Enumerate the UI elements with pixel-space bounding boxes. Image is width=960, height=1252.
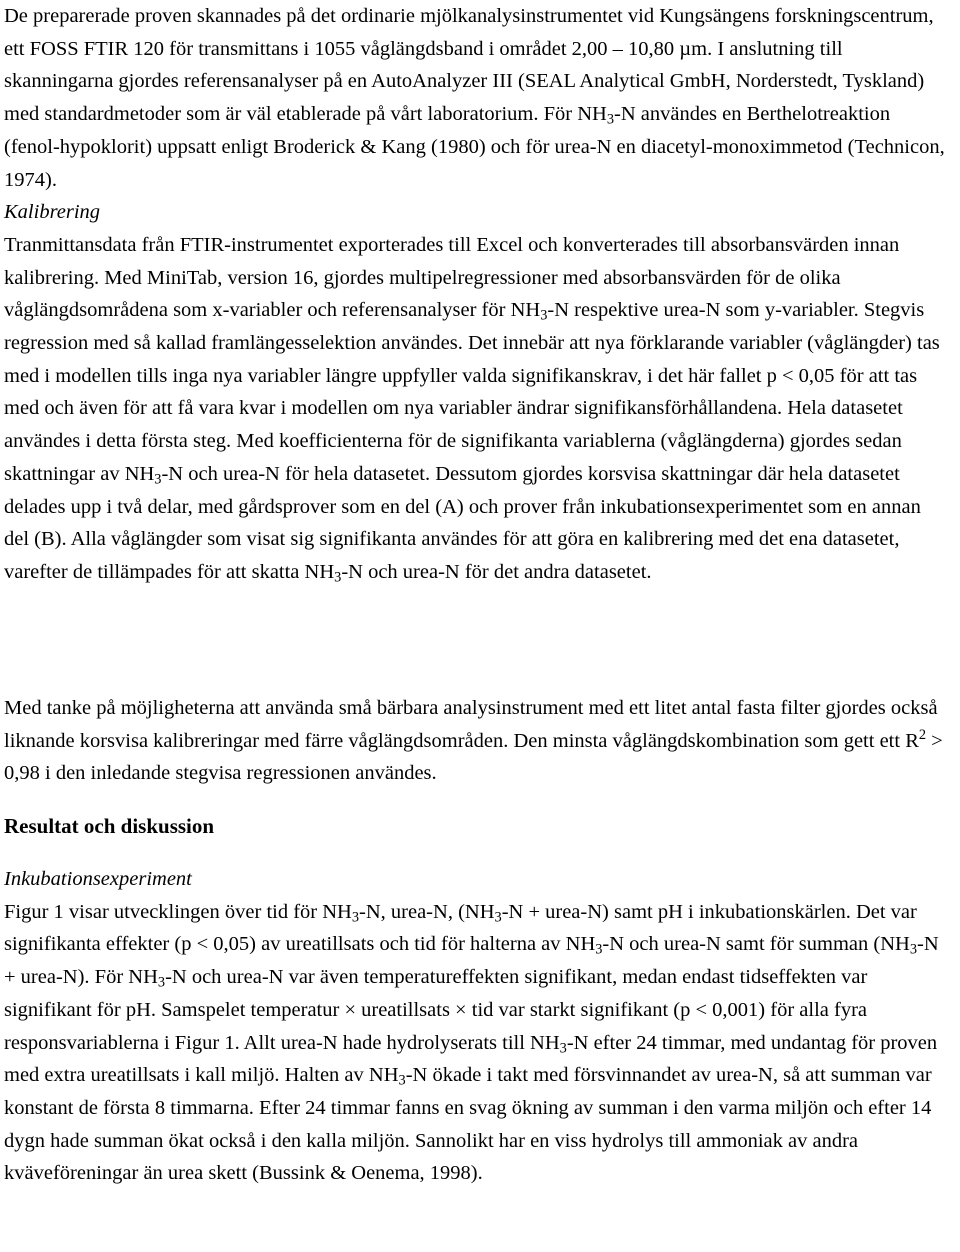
- section-heading-results: Resultat och diskussion: [4, 814, 215, 838]
- subheading-inkubationsexperiment: Inkubationsexperiment: [4, 868, 192, 890]
- paragraph-portable-instruments: Med tanke på möjligheterna att använda små bärbara analysinstrument med ett litet antal fasta filter gjordes också liknande korsvisa kalibreringar med färre våglängdsområden. Den minsta våglängdskombination som gett ett $R^2 > 0,98$ i den inledande stegvisa regressionen användes.: [4, 697, 943, 785]
- filters-block: [4, 692, 946, 790]
- paragraph-incubation-results: Figur 1 visar utvecklingen över tid för $NH_3-N$, urea-N, ($NH_3-N$ + urea-N) samt pH i inkubationskärlen. Det var signifikanta effekter (p < 0,05) av ureatillsats och tid för halterna av $NH_3-N$ och urea-N samt för summan ($NH_3-N$ + urea-N). För $NH_3-N$ och urea-N var även temperatureffekten signifikant, medan endast tidseffekten var signifikant för pH. Samspelet temperatur × ureatillsats × tid var starkt signifikant (p < 0,001) för alla fyra responsvariablerna i Figur 1. Allt urea-N hade hydrolyserats till $NH_3-N$ efter 24 timmar, med undantag för proven med extra ureatillsats i kall miljö. Halten av $NH_3-N$ ökade i takt med försvinnandet av urea-N, så att summan var konstant de första 8 timmarna. Efter 24 timmar fanns en svag ökning av summan i den varma miljön och efter 14 dygn hade summan ökat också i den kalla miljön. Sannolikt har en viss hydrolys till ammoniak av andra kväveföreningar än urea skett (Bussink & Oenema, 1998).: [4, 900, 939, 1185]
- paragraph-ftir-scanning: De preparerade proven skannades på det ordinarie mjölkanalysinstrumentet vid Kungsängens forskningscentrum, ett FOSS FTIR 120 för transmittans i 1055 våglängdsband i området 2,00 – 10,80 µm. I anslutning till skanningarna gjordes referensanalyser på en AutoAnalyzer III (SEAL Analytical GmbH, Norderstedt, Tyskland) med standardmetoder som är väl etablerade på vårt laboratorium. För $NH_3-N$ användes en Berthelotreaktion (fenol-hypoklorit) uppsatt enligt Broderick & Kang (1980) och för urea-N en diacetyl-monoximmetod (Technicon, 1974).: [4, 5, 945, 191]
- methods-block: [4, 0, 946, 589]
- paragraph-kalibrering: Tranmittansdata från FTIR-instrumentet exporterades till Excel och konverterades till absorbansvärden innan kalibrering. Med MiniTab, version 16, gjordes multipelregressioner med absorbansvärden för de olika våglängdsområdena som x-variabler och referensanalyser för $NH_3-N$ respektive urea-N som y-variabler. Stegvis regression med så kallad framlängesselektion användes. Det innebär att nya förklarande variabler (våglängder) tas med i modellen tills inga nya variabler längre uppfyller valda signifikanskrav, i det här fallet p < 0,05 för att tas med och även för att få vara kvar i modellen om nya variabler ändrar signifikansförhållandena. Hela datasetet användes i detta första steg. Med koefficienterna för de signifikanta variablerna (våglängderna) gjordes sedan skattningar av $NH_3-N$ och urea-N för hela datasetet. Dessutom gjordes korsvisa skattningar där hela datasetet delades upp i två delar, med gårdsprover som en del (A) och prover från inkubationsexperimentet som en annan del (B). Alla våglängder som visat sig signifikanta användes för att göra en kalibrering med det ena datasetet, varefter de tillämpades för att skatta $NH_3-N$ och urea-N för det andra datasetet.: [4, 233, 940, 586]
- results-block: [4, 863, 946, 1190]
- subheading-kalibrering: Kalibrering: [4, 201, 101, 224]
